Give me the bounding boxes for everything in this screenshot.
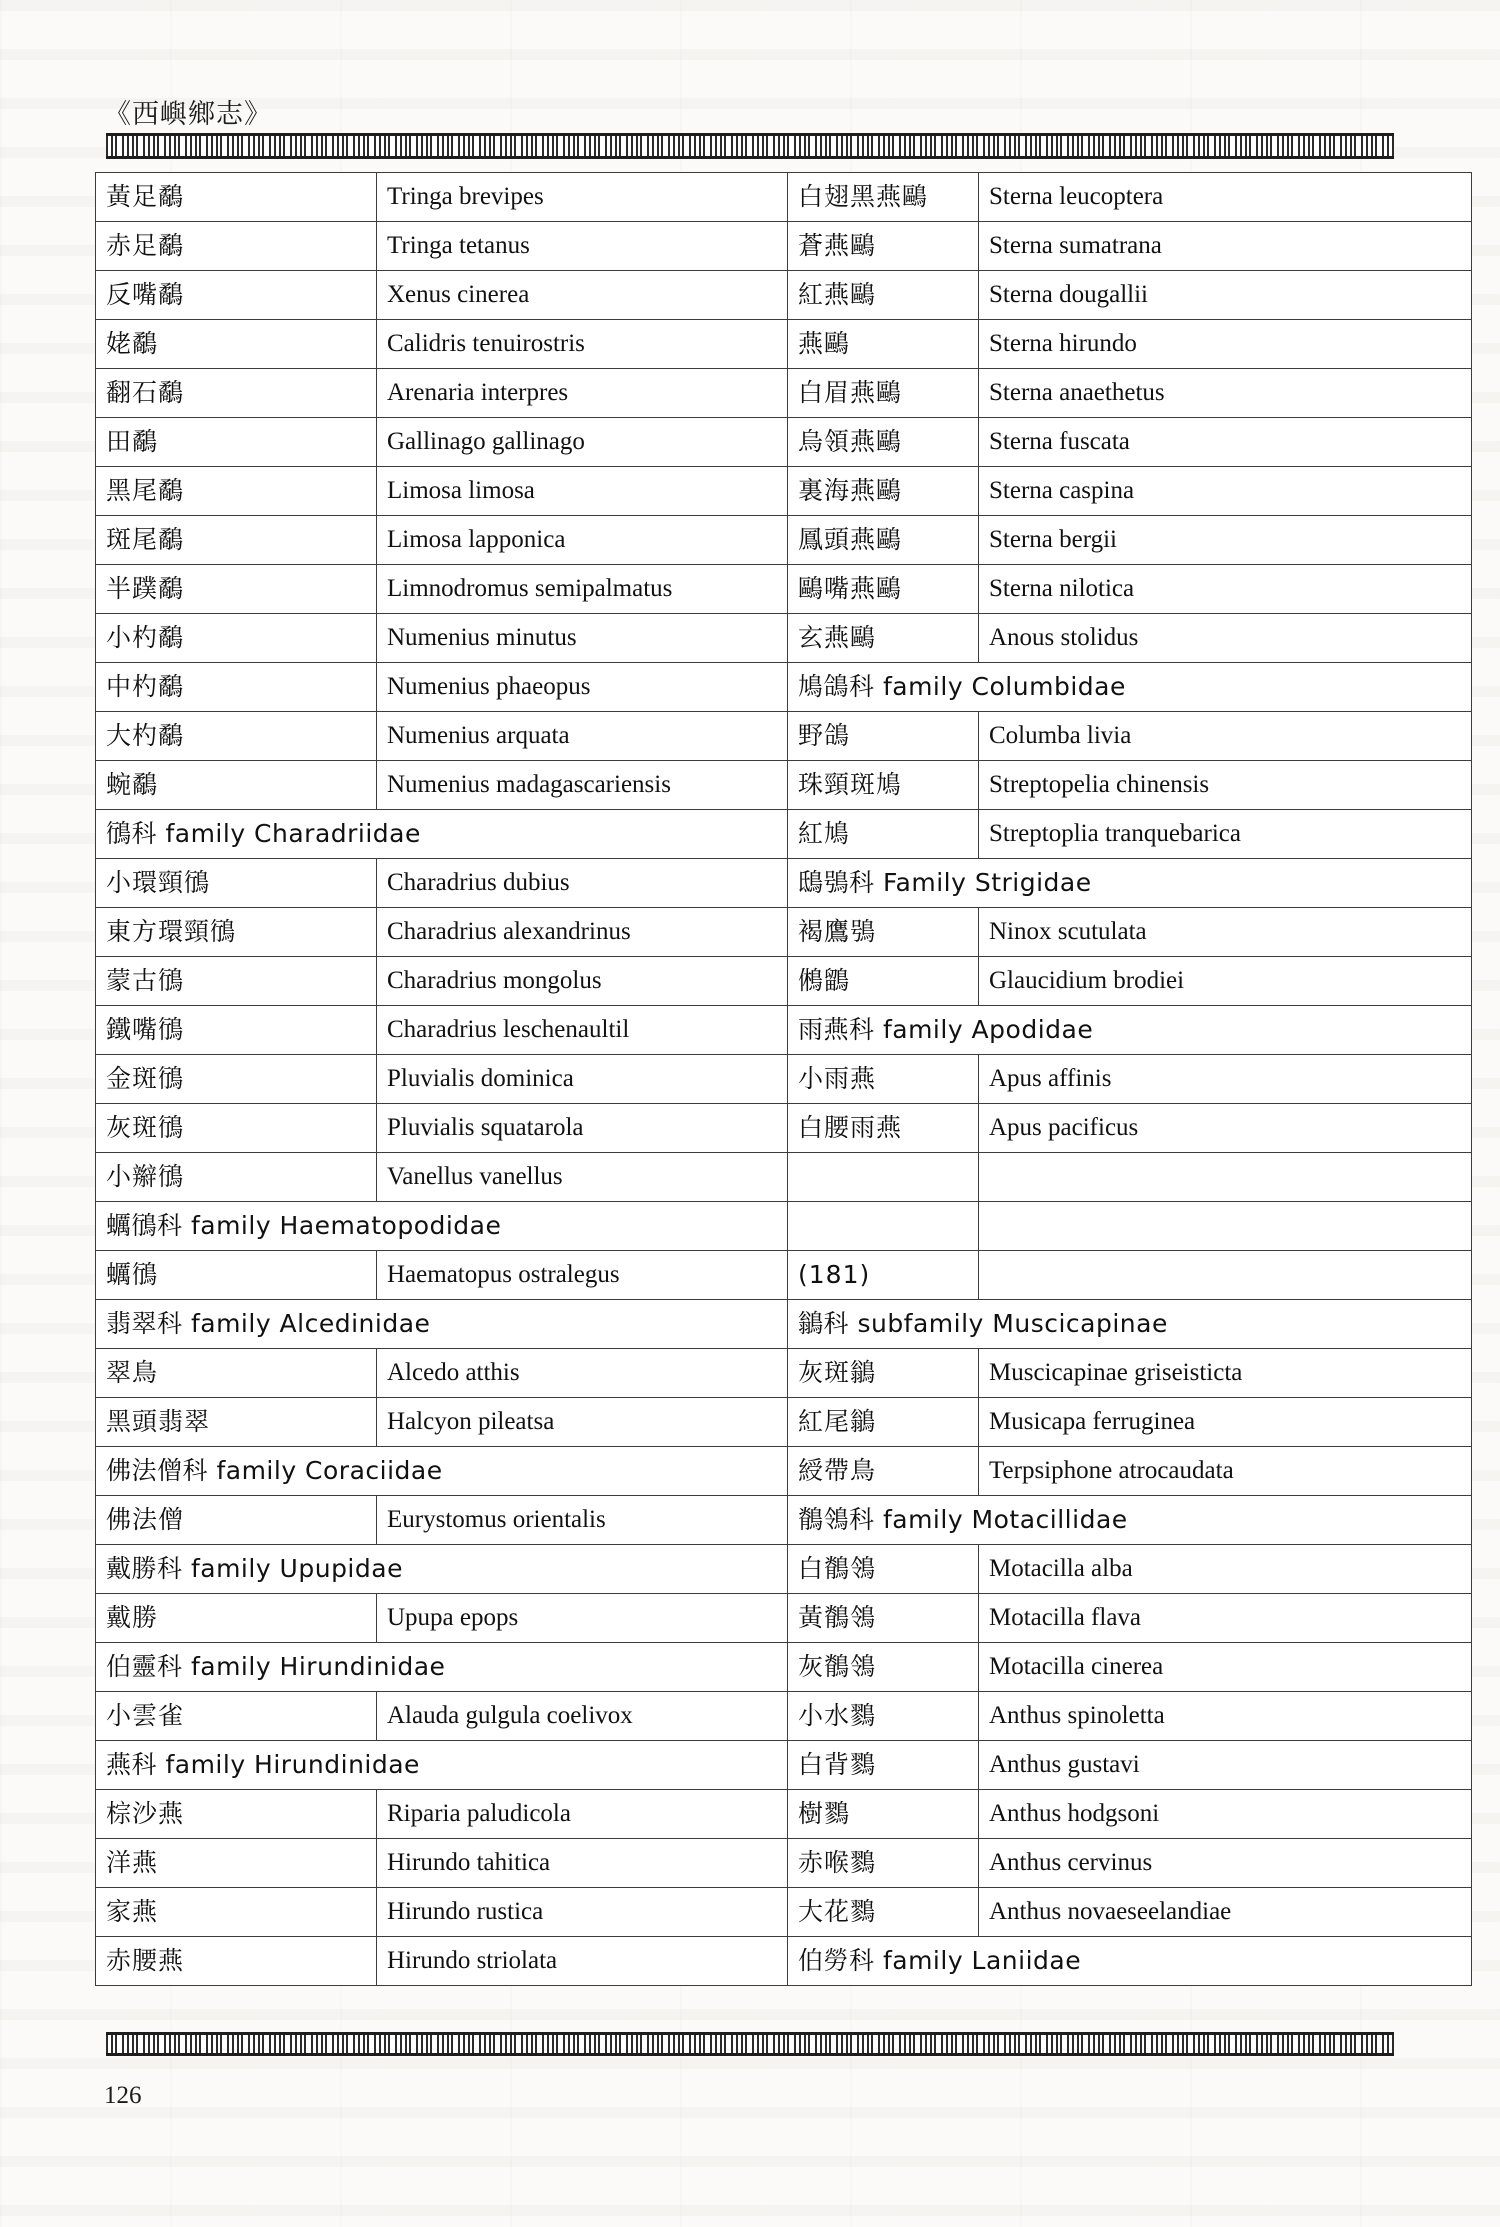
table-row <box>96 1937 1472 1986</box>
species-name-latin-right: Streptoplia tranquebarica <box>979 810 1472 859</box>
species-name-latin-right: Apus affinis <box>979 1055 1472 1104</box>
table-row <box>96 614 1472 663</box>
species-name-chinese-right: 大花鷚 <box>788 1888 979 1937</box>
species-name-latin-right: Sterna fuscata <box>979 418 1472 467</box>
species-name-chinese-left: 黃足鷸 <box>96 173 377 222</box>
species-name-latin-left: Halcyon pileatsa <box>377 1398 788 1447</box>
species-name-latin-right: Sterna bergii <box>979 516 1472 565</box>
species-name-latin-right: Anthus novaeseelandiae <box>979 1888 1472 1937</box>
family-header-left: 蠣鴴科 family Haematopodidae <box>96 1202 788 1251</box>
table-row <box>96 173 1472 222</box>
species-name-latin-right: Sterna sumatrana <box>979 222 1472 271</box>
species-name-latin-right: Columba livia <box>979 712 1472 761</box>
species-name-chinese-left: 翻石鷸 <box>96 369 377 418</box>
species-name-latin-left: Numenius arquata <box>377 712 788 761</box>
table-row <box>96 1496 1472 1545</box>
species-name-chinese-left: 洋燕 <box>96 1839 377 1888</box>
species-name-latin-right: Sterna nilotica <box>979 565 1472 614</box>
species-name-chinese-left: 東方環頸鴴 <box>96 908 377 957</box>
species-name-latin-left: Arenaria interpres <box>377 369 788 418</box>
species-name-chinese-right: 灰鶺鴒 <box>788 1643 979 1692</box>
species-name-latin-left: Upupa epops <box>377 1594 788 1643</box>
species-name-latin-right: Motacilla cinerea <box>979 1643 1472 1692</box>
species-name-chinese-right: 白鶺鴒 <box>788 1545 979 1594</box>
species-name-chinese-left: 佛法僧 <box>96 1496 377 1545</box>
book-title: 《西嶼鄉志》 <box>104 99 272 129</box>
decorative-rule-top <box>106 133 1394 159</box>
species-name-latin-left: Tringa tetanus <box>377 222 788 271</box>
species-name-latin-left: Calidris tenuirostris <box>377 320 788 369</box>
table-row <box>96 1643 1472 1692</box>
table-row <box>96 320 1472 369</box>
species-name-latin-left: Hirundo rustica <box>377 1888 788 1937</box>
species-name-latin-right <box>979 1153 1472 1202</box>
species-name-latin-left: Charadrius leschenaultil <box>377 1006 788 1055</box>
family-header-right: 鶲科 subfamily Muscicapinae <box>788 1300 1472 1349</box>
table-row <box>96 1447 1472 1496</box>
species-name-chinese-left: 反嘴鷸 <box>96 271 377 320</box>
species-name-latin-left: Pluvialis squatarola <box>377 1104 788 1153</box>
species-name-latin-right: Sterna caspina <box>979 467 1472 516</box>
species-name-chinese-right: 紅尾鶲 <box>788 1398 979 1447</box>
page-number: 126 <box>104 2082 142 2109</box>
table-row <box>96 663 1472 712</box>
species-name-latin-right: Glaucidium brodiei <box>979 957 1472 1006</box>
species-name-latin-left: Hirundo striolata <box>377 1937 788 1986</box>
table-row <box>96 1251 1472 1300</box>
species-name-chinese-right: 鵂鶹 <box>788 957 979 1006</box>
species-name-chinese-right: 鳳頭燕鷗 <box>788 516 979 565</box>
table-row <box>96 1398 1472 1447</box>
table-row <box>96 761 1472 810</box>
species-name-chinese-right: 褐鷹鴞 <box>788 908 979 957</box>
species-name-latin-right: Anthus spinoletta <box>979 1692 1472 1741</box>
species-name-chinese-left: 小雲雀 <box>96 1692 377 1741</box>
species-name-chinese-right: 紅燕鷗 <box>788 271 979 320</box>
species-name-chinese-right: 烏領燕鷗 <box>788 418 979 467</box>
species-name-chinese-left: 蜿鷸 <box>96 761 377 810</box>
species-name-latin-right: Sterna dougallii <box>979 271 1472 320</box>
species-name-chinese-left: 灰斑鴴 <box>96 1104 377 1153</box>
table-row <box>96 271 1472 320</box>
table-row <box>96 957 1472 1006</box>
species-name-chinese-right: 鷗嘴燕鷗 <box>788 565 979 614</box>
species-name-latin-right <box>979 1202 1472 1251</box>
species-name-latin-left: Xenus cinerea <box>377 271 788 320</box>
table-row <box>96 1839 1472 1888</box>
species-name-latin-right: Terpsiphone atrocaudata <box>979 1447 1472 1496</box>
table-row <box>96 565 1472 614</box>
species-name-chinese-right: 白眉燕鷗 <box>788 369 979 418</box>
family-header-right: 伯勞科 family Laniidae <box>788 1937 1472 1986</box>
species-name-chinese-right: 綬帶鳥 <box>788 1447 979 1496</box>
species-name-chinese-right: 白背鷚 <box>788 1741 979 1790</box>
species-name-chinese-right: 蒼燕鷗 <box>788 222 979 271</box>
family-header-left: 伯靈科 family Hirundinidae <box>96 1643 788 1692</box>
species-name-chinese-left: 家燕 <box>96 1888 377 1937</box>
species-name-chinese-left: 翠鳥 <box>96 1349 377 1398</box>
table-row <box>96 1055 1472 1104</box>
species-name-latin-left: Charadrius alexandrinus <box>377 908 788 957</box>
table-row <box>96 1790 1472 1839</box>
table-row <box>96 467 1472 516</box>
family-header-right: 雨燕科 family Apodidae <box>788 1006 1472 1055</box>
table-row <box>96 1741 1472 1790</box>
species-name-latin-right <box>979 1251 1472 1300</box>
species-name-chinese-left: 赤腰燕 <box>96 1937 377 1986</box>
species-name-latin-left: Charadrius dubius <box>377 859 788 908</box>
table-row <box>96 1594 1472 1643</box>
family-header-right: 鶺鴒科 family Motacillidae <box>788 1496 1472 1545</box>
table-row <box>96 1692 1472 1741</box>
species-name-chinese-left: 黑頭翡翠 <box>96 1398 377 1447</box>
species-name-chinese-right: 裏海燕鷗 <box>788 467 979 516</box>
species-name-chinese-right: 玄燕鷗 <box>788 614 979 663</box>
species-name-latin-left: Vanellus vanellus <box>377 1153 788 1202</box>
table-row <box>96 908 1472 957</box>
table-row <box>96 222 1472 271</box>
species-name-chinese-right: 白腰雨燕 <box>788 1104 979 1153</box>
species-name-chinese-right: 野鴿 <box>788 712 979 761</box>
species-name-chinese-right: 樹鷚 <box>788 1790 979 1839</box>
species-name-latin-left: Pluvialis dominica <box>377 1055 788 1104</box>
species-name-chinese-left: 小辮鴴 <box>96 1153 377 1202</box>
species-name-chinese-left: 鐵嘴鴴 <box>96 1006 377 1055</box>
species-name-latin-right: Anthus cervinus <box>979 1839 1472 1888</box>
decorative-rule-bottom <box>106 2032 1394 2056</box>
species-name-chinese-right: 小水鷚 <box>788 1692 979 1741</box>
species-name-chinese-left: 蒙古鴴 <box>96 957 377 1006</box>
species-name-latin-right: Ninox scutulata <box>979 908 1472 957</box>
species-name-chinese-right: 灰斑鶲 <box>788 1349 979 1398</box>
species-name-chinese-right: 黃鶺鴒 <box>788 1594 979 1643</box>
species-name-chinese-left: 半蹼鷸 <box>96 565 377 614</box>
family-header-right: 鴟鴞科 Family Strigidae <box>788 859 1472 908</box>
species-name-latin-right: Sterna hirundo <box>979 320 1472 369</box>
species-name-latin-left: Gallinago gallinago <box>377 418 788 467</box>
species-name-chinese-right: 燕鷗 <box>788 320 979 369</box>
species-name-latin-left: Charadrius mongolus <box>377 957 788 1006</box>
table-row <box>96 1300 1472 1349</box>
species-name-latin-right: Sterna anaethetus <box>979 369 1472 418</box>
table-row <box>96 859 1472 908</box>
bird-species-table-wrapper <box>95 172 1405 1986</box>
family-header-left: 翡翠科 family Alcedinidae <box>96 1300 788 1349</box>
family-header-left: 戴勝科 family Upupidae <box>96 1545 788 1594</box>
table-row <box>96 1006 1472 1055</box>
species-name-latin-right: Apus pacificus <box>979 1104 1472 1153</box>
species-name-latin-right: Anthus gustavi <box>979 1741 1472 1790</box>
table-row <box>96 418 1472 467</box>
family-header-left: 佛法僧科 family Coraciidae <box>96 1447 788 1496</box>
species-name-chinese-right: 赤喉鷚 <box>788 1839 979 1888</box>
species-name-latin-left: Numenius minutus <box>377 614 788 663</box>
species-name-latin-right: Sterna leucoptera <box>979 173 1472 222</box>
species-name-chinese-left: 小杓鷸 <box>96 614 377 663</box>
species-name-chinese-left: 棕沙燕 <box>96 1790 377 1839</box>
species-name-latin-left: Alcedo atthis <box>377 1349 788 1398</box>
species-name-chinese-left: 姥鷸 <box>96 320 377 369</box>
table-row <box>96 712 1472 761</box>
species-name-chinese-right: 珠頸斑鳩 <box>788 761 979 810</box>
species-name-chinese-left: 金斑鴴 <box>96 1055 377 1104</box>
species-name-chinese-right: 白翅黑燕鷗 <box>788 173 979 222</box>
species-name-latin-right: Musicapa ferruginea <box>979 1398 1472 1447</box>
species-name-chinese-left: 田鷸 <box>96 418 377 467</box>
species-name-latin-right: Anous stolidus <box>979 614 1472 663</box>
table-row <box>96 810 1472 859</box>
species-name-latin-left: Riparia paludicola <box>377 1790 788 1839</box>
species-name-latin-left: Tringa brevipes <box>377 173 788 222</box>
species-name-chinese-left: 黑尾鷸 <box>96 467 377 516</box>
table-row <box>96 1888 1472 1937</box>
species-name-chinese-left: 赤足鷸 <box>96 222 377 271</box>
species-name-chinese-left: 戴勝 <box>96 1594 377 1643</box>
species-name-latin-left: Haematopus ostralegus <box>377 1251 788 1300</box>
table-row <box>96 1545 1472 1594</box>
species-name-latin-right: Muscicapinae griseisticta <box>979 1349 1472 1398</box>
species-name-chinese-right: 小雨燕 <box>788 1055 979 1104</box>
family-header-right: 鳩鴿科 family Columbidae <box>788 663 1472 712</box>
species-name-chinese-right <box>788 1202 979 1251</box>
species-name-chinese-left: 小環頸鴴 <box>96 859 377 908</box>
species-name-chinese-right: 紅鳩 <box>788 810 979 859</box>
table-row <box>96 369 1472 418</box>
species-name-chinese-right <box>788 1153 979 1202</box>
species-name-latin-left: Hirundo tahitica <box>377 1839 788 1888</box>
family-header-left: 鴴科 family Charadriidae <box>96 810 788 859</box>
bird-species-table <box>95 172 1472 1986</box>
species-name-latin-left: Numenius phaeopus <box>377 663 788 712</box>
table-row <box>96 1153 1472 1202</box>
species-name-latin-left: Limnodromus semipalmatus <box>377 565 788 614</box>
species-name-latin-right: Anthus hodgsoni <box>979 1790 1472 1839</box>
species-name-chinese-right: (181) <box>788 1251 979 1300</box>
species-name-latin-left: Numenius madagascariensis <box>377 761 788 810</box>
family-header-left: 燕科 family Hirundinidae <box>96 1741 788 1790</box>
table-row <box>96 1202 1472 1251</box>
species-name-latin-left: Limosa limosa <box>377 467 788 516</box>
species-name-chinese-left: 中杓鷸 <box>96 663 377 712</box>
species-name-latin-right: Streptopelia chinensis <box>979 761 1472 810</box>
table-row <box>96 516 1472 565</box>
species-name-latin-right: Motacilla flava <box>979 1594 1472 1643</box>
species-name-chinese-left: 大杓鷸 <box>96 712 377 761</box>
species-name-latin-left: Eurystomus orientalis <box>377 1496 788 1545</box>
table-row <box>96 1349 1472 1398</box>
species-name-latin-left: Limosa lapponica <box>377 516 788 565</box>
species-name-latin-right: Motacilla alba <box>979 1545 1472 1594</box>
species-name-chinese-left: 斑尾鷸 <box>96 516 377 565</box>
table-row <box>96 1104 1472 1153</box>
species-name-chinese-left: 蠣鴴 <box>96 1251 377 1300</box>
species-name-latin-left: Alauda gulgula coelivox <box>377 1692 788 1741</box>
